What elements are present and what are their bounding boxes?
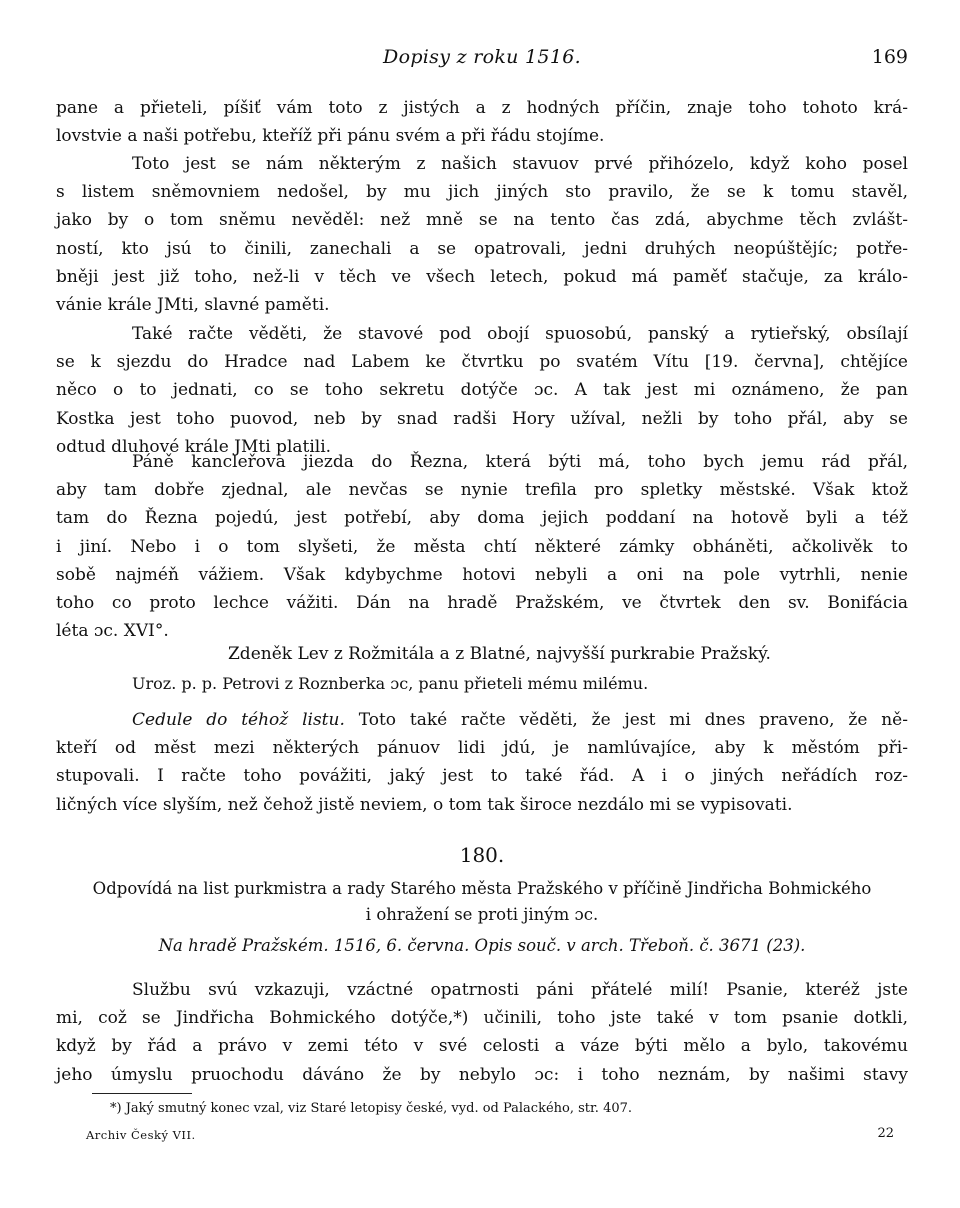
text-line: Toto jest se nám některým z našich stavuov prvé přihózelo, když koho posel xyxy=(132,154,908,174)
summary-line: i ohražení se proti jiným ɔc. xyxy=(365,905,599,924)
page-header xyxy=(56,46,908,76)
archival-source: Na hradě Pražském. 1516, 6. června. Opis souč. v arch. Třeboň. č. 3671 (23). xyxy=(158,936,806,955)
text-line: kteří od měst mezi některých pánuov lidi jdú, je namlúvajíce, aby k městóm při- xyxy=(56,738,908,759)
text-line: Kostka jest toho puovod, neb by snad radši Hory užíval, nežli by toho přál, aby se xyxy=(56,408,908,429)
footnote-divider xyxy=(92,1093,192,1094)
text-line: i jiní. Nebo i o tom slyšeti, že města chtí některé zámky obháněti, ačkolivěk to xyxy=(56,536,908,557)
text-line: léta ɔc. XVI°. xyxy=(56,621,169,642)
text-line: aby tam dobře zjednal, ale nevčas se nynie trefila pro spletky městské. Však ktož xyxy=(56,480,908,501)
text-line: ličných více slyším, než čehož jistě neviem, o tom tak široce nezdálo mi se vypisovati. xyxy=(56,794,793,815)
paragraph-rezno xyxy=(56,448,908,645)
text-line: sobě najméň vážiem. Však kdybychme hotovi nebyli a oni na pole vytrhli, nenie xyxy=(56,564,908,585)
footer-sheet-number: 22 xyxy=(877,1126,894,1141)
text-line: pane a přieteli, píšiť vám toto z jistých a z hodných příčin, znaje toho tohoto krá- xyxy=(56,98,908,118)
text-line: se k sjezdu do Hradce nad Labem ke čtvrtku po svatém Vítu [19. června], chtějíce xyxy=(56,352,908,373)
text-line: něco o to jednati, co se toho sekretu dotýče ɔc. A tak jest mi oznámeno, že pan xyxy=(56,380,908,401)
letter-summary xyxy=(56,876,908,928)
text-line: když by řád a právo v zemi této v své celosti a váze býti mělo a bylo, takovému xyxy=(56,1036,908,1057)
cedule-text: Toto také račte věděti, že jest mi dnes praveno, že ně- xyxy=(344,710,908,730)
text-line: jako by o tom sněmu nevěděl: než mně se na tento čas zdá, abychme těch zvlášt- xyxy=(56,210,908,231)
footer-signature-mark: Archiv Český VII. xyxy=(86,1128,196,1142)
address-line: Uroz. p. p. Petrovi z Roznberka ɔc, panu přieteli mému milému. xyxy=(132,674,649,693)
paragraph-sjezd xyxy=(56,150,908,319)
text-line: jeho úmyslu pruochodu dáváno že by nebylo ɔc: i toho neznám, by našimi stavy xyxy=(56,1064,908,1085)
text-line xyxy=(56,706,908,734)
text-line: mi, což se Jindřicha Bohmického dotýče,*) učinili, toho jste také v tom psanie dotkli, xyxy=(56,1008,908,1029)
page-number: 169 xyxy=(871,46,908,68)
text-line: Službu svú vzkazuji, vzáctné opatrnosti páni přátelé milí! Psanie, kteréž jste xyxy=(132,980,908,1000)
footnote: *) Jaký smutný konec vzal, viz Staré letopisy české, vyd. od Palackého, str. 407. xyxy=(110,1101,633,1116)
paragraph-hradec xyxy=(56,320,908,461)
text-line: toho co proto lechce vážiti. Dán na hradě Pražském, ve čtvrtek den sv. Bonifácia xyxy=(56,593,908,614)
cedule-label: Cedule do téhož listu. xyxy=(132,710,345,730)
text-line: lovstvie a naši potřebu, kteříž při pánu svém a při řádu stojíme. xyxy=(56,126,605,147)
text-line: s listem sněmovniem nedošel, by mu jich jiných sto pravilo, že se k tomu stavěl, xyxy=(56,182,908,203)
summary-line: Odpovídá na list purkmistra a rady Starého města Pražského v příčině Jindřicha Bohmického xyxy=(92,879,872,898)
paragraph-cedule xyxy=(56,706,908,819)
letter-number: 180. xyxy=(459,843,505,867)
text-line: Také račte věděti, že stavové pod obojí spuosobú, panský a rytieřský, obsílají xyxy=(132,324,908,344)
text-line: vánie krále JMti, slavné paměti. xyxy=(56,295,330,316)
text-line: bněji jest již toho, než-li v těch ve všech letech, pokud má paměť stačuje, za králo- xyxy=(56,266,908,287)
text-line: ností, kto jsú to činili, zanechali a se opatrovali, jedni druhých neopúštějíc; potře- xyxy=(56,238,908,259)
text-line: Páně kancleřova jiezda do Řezna, která býti má, toho bych jemu rád přál, xyxy=(132,452,908,472)
text-line: odtud dluhové krále JMti platili. xyxy=(56,436,332,457)
signature: Zdeněk Lev z Rožmitála a z Blatné, najvyšší purkrabie Pražský. xyxy=(228,644,771,664)
text-line: stupovali. I račte toho povážiti, jaký jest to také řád. A i o jiných neřádích roz- xyxy=(56,766,908,787)
paragraph-opening xyxy=(56,94,908,150)
running-title: Dopisy z roku 1516. xyxy=(383,46,581,68)
paragraph-sluzbu xyxy=(56,976,908,1089)
text-line: tam do Řezna pojedú, jest potřebí, aby doma jejich poddaní na hotově byli a též xyxy=(56,508,908,529)
